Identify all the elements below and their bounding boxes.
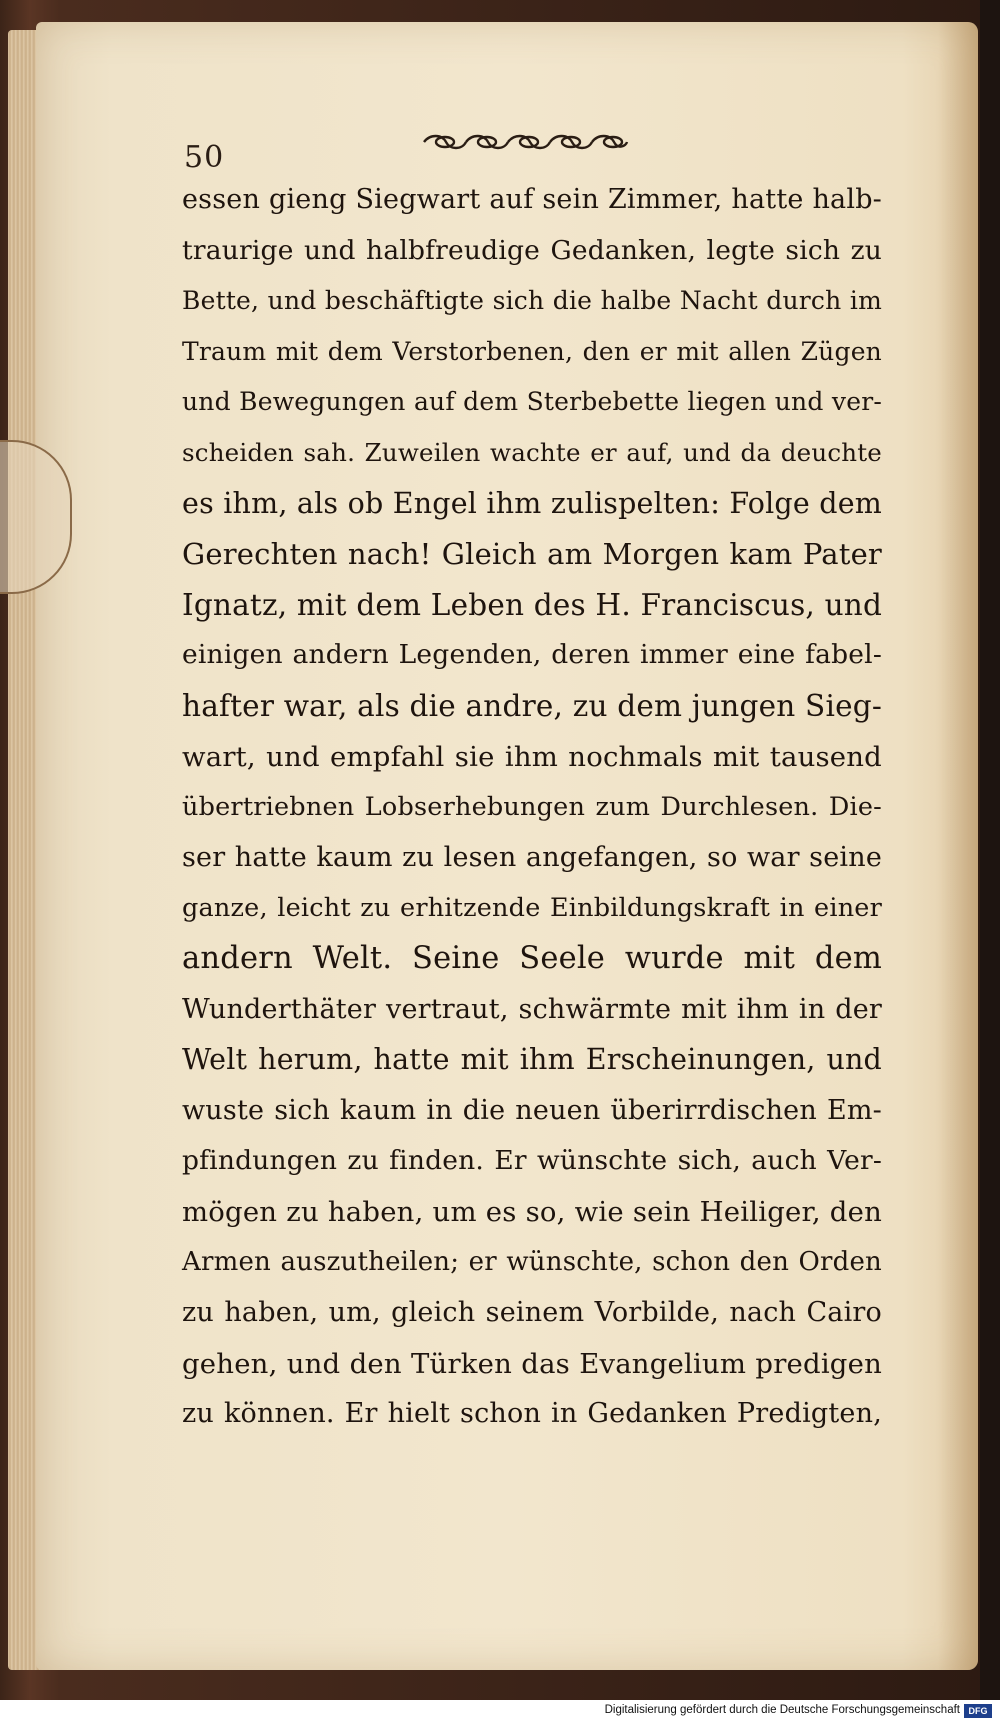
text-line: es ihm, als ob Engel ihm zulispelten: Folge dem [182, 486, 882, 520]
text-line: übertriebnen Lobserhebungen zum Durchlesen. Die- [182, 792, 882, 823]
text-line: scheiden sah. Zuweilen wachte er auf, und da deuchte [182, 437, 882, 467]
book-edge-right [980, 0, 1000, 1700]
text-line: Wunderthäter vertraut, schwärmte mit ihm in der [182, 993, 882, 1025]
text-line: zu haben, um, gleich seinem Vorbilde, nach Cairo [182, 1297, 882, 1329]
text-line: wart, und empfahl sie ihm nochmals mit tausend [182, 740, 882, 773]
text-line: andern Welt. Seine Seele wurde mit dem [182, 940, 882, 976]
text-line: Armen auszutheilen; er wünschte, schon den Orden [182, 1247, 882, 1278]
page-gutter-shade [938, 22, 978, 1670]
text-line: Welt herum, hatte mit ihm Erscheinungen, und [182, 1043, 882, 1077]
text-line: zu können. Er hielt schon in Gedanken Predigten, [182, 1398, 882, 1430]
text-line: und Bewegungen auf dem Sterbebette liegen und ver- [182, 387, 882, 417]
funding-credit: Digitalisierung gefördert durch die Deutsche Forschungsgemeinschaft [604, 1704, 960, 1716]
text-line: traurige und halbfreudige Gedanken, legte sich zu [182, 234, 882, 266]
body-text [182, 175, 882, 1440]
text-line: essen gieng Siegwart auf sein Zimmer, hatte halb- [182, 184, 882, 215]
text-line: einigen andern Legenden, deren immer eine fabel- [182, 639, 882, 671]
dfg-logo-icon: DFG [964, 1704, 992, 1718]
text-line: wuste sich kaum in die neuen überirrdischen Em- [182, 1094, 882, 1126]
text-line: Ignatz, mit dem Leben des H. Franciscus, und [182, 587, 883, 622]
text-line: Traum mit dem Verstorbenen, den er mit allen Zügen [182, 336, 882, 366]
text-line: ganze, leicht zu erhitzende Einbildungskraft in einer [182, 893, 882, 924]
text-line: mögen zu haben, um es so, wie sein Heiliger, den [182, 1195, 882, 1228]
page-number: 50 [184, 140, 225, 175]
text-line: Bette, und beschäftigte sich die halbe Nacht durch im [182, 286, 882, 316]
text-line: pfindungen zu finden. Er wünschte sich, auch Ver- [182, 1145, 882, 1177]
text-line: ser hatte kaum zu lesen angefangen, so war seine [182, 841, 882, 873]
text-line: Gerechten nach! Gleich am Morgen kam Pater [182, 537, 882, 572]
text-line: hafter war, als die andre, zu dem jungen Sieg- [182, 688, 882, 723]
text-line: gehen, und den Türken das Evangelium predigen [182, 1347, 882, 1380]
ornament-rule-icon [420, 131, 630, 153]
